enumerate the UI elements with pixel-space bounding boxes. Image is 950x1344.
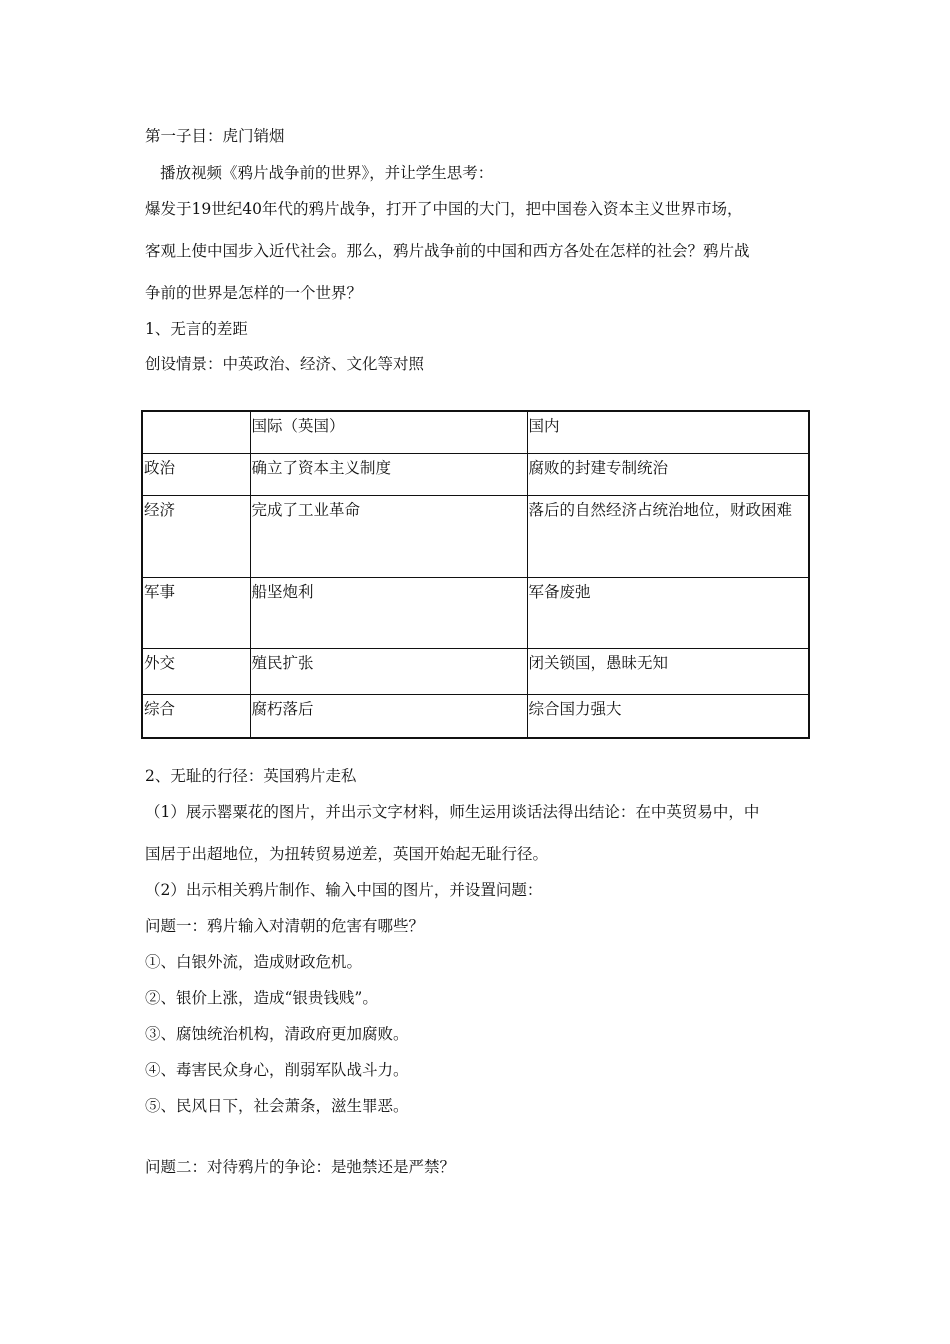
table-cell: 殖民扩张 [250, 648, 527, 694]
table-cell: 综合 [142, 694, 250, 738]
table-cell: 经济 [142, 495, 250, 577]
table-cell: 闭关锁国，愚昧无知 [527, 648, 809, 694]
table-row [142, 495, 809, 577]
list-item: ③、腐蚀统治机构，清政府更加腐败。 [145, 1025, 409, 1043]
question-two: 问题二：对待鸦片的争论：是弛禁还是严禁？ [145, 1158, 456, 1176]
list-item: ②、银价上涨，造成“银贵钱贱”。 [145, 989, 378, 1007]
paragraph-line: （2）出示相关鸦片制作、输入中国的图片，并设置问题： [145, 881, 543, 899]
table-cell: 确立了资本主义制度 [250, 453, 527, 495]
table-cell: 腐朽落后 [250, 694, 527, 738]
section-heading-gap: 1、无言的差距 [145, 320, 248, 338]
table-row [142, 648, 809, 694]
list-item: ⑤、民风日下，社会萧条，滋生罪恶。 [145, 1097, 409, 1115]
table-row [142, 577, 809, 648]
table-cell: 外交 [142, 648, 250, 694]
paragraph-video: 播放视频《鸦片战争前的世界》，并让学生思考： [160, 164, 494, 182]
scenario-line: 创设情景：中英政治、经济、文化等对照 [145, 355, 425, 373]
table-cell: 国内 [527, 411, 809, 453]
table-row [142, 694, 809, 738]
paragraph-line: （1）展示罂粟花的图片，并出示文字材料，师生运用谈话法得出结论：在中英贸易中，中 [145, 803, 760, 821]
table-cell: 国际（英国） [250, 411, 527, 453]
question-one: 问题一：鸦片输入对清朝的危害有哪些？ [145, 917, 425, 935]
comparison-table [141, 410, 810, 739]
table-cell: 完成了工业革命 [250, 495, 527, 577]
table-cell: 军备废弛 [527, 577, 809, 648]
paragraph-line: 爆发于19世纪40年代的鸦片战争，打开了中国的大门，把中国卷入资本主义世界市场， [145, 200, 743, 218]
table-cell: 腐败的封建专制统治 [527, 453, 809, 495]
paragraph-line: 国居于出超地位，为扭转贸易逆差，英国开始起无耻行径。 [145, 845, 549, 863]
table-cell: 政治 [142, 453, 250, 495]
table-cell: 落后的自然经济占统治地位，财政困难 [527, 495, 809, 577]
table-cell: 军事 [142, 577, 250, 648]
list-item: ①、白银外流，造成财政危机。 [145, 953, 363, 971]
paragraph-line: 客观上使中国步入近代社会。那么，鸦片战争前的中国和西方各处在怎样的社会？鸦片战 [145, 242, 750, 260]
heading-subtopic: 第一子目：虎门销烟 [145, 127, 285, 145]
table-cell: 船坚炮利 [250, 577, 527, 648]
section-heading-smuggling: 2、无耻的行径：英国鸦片走私 [145, 767, 357, 785]
list-item: ④、毒害民众身心，削弱军队战斗力。 [145, 1061, 409, 1079]
table-cell: 综合国力强大 [527, 694, 809, 738]
paragraph-line: 争前的世界是怎样的一个世界？ [145, 284, 363, 302]
